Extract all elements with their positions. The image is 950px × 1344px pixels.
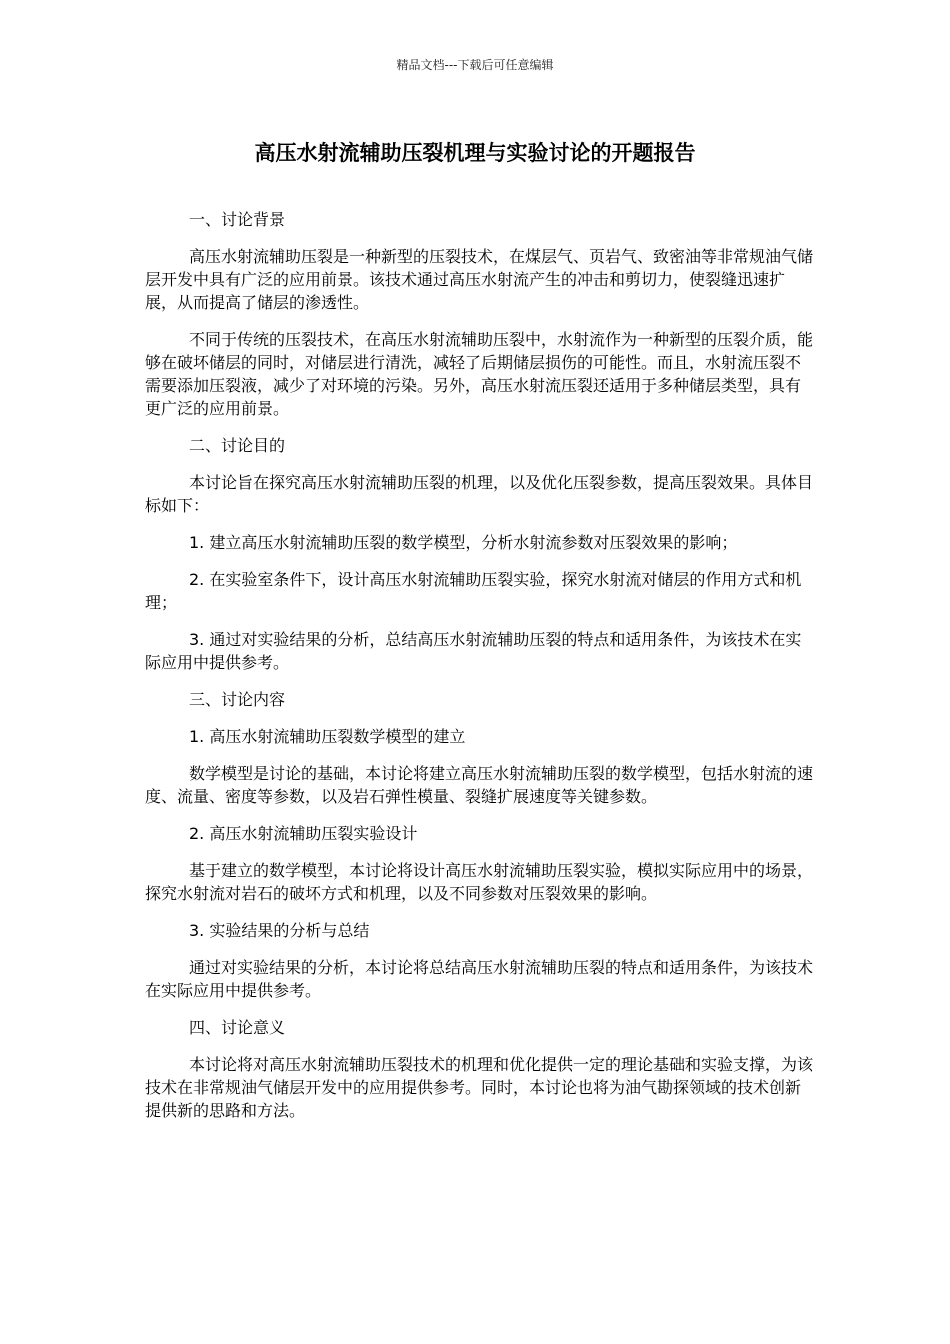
section-heading-significance: 四、讨论意义 [189,1018,286,1037]
section-heading-background: 一、讨论背景 [189,210,286,229]
document-body [145,208,815,1136]
paragraph: 本讨论将对高压水射流辅助压裂技术的机理和优化提供一定的理论基础和实验支撑，为该技术在非常规油气储层开发中的应用提供参考。同时，本讨论也将为油气勘探领域的技术创新提供新的思路和方法。 [145,1055,814,1120]
section-heading-content: 三、讨论内容 [189,690,286,709]
list-item: 2. 在实验室条件下，设计高压水射流辅助压裂实验，探究水射流对储层的作用方式和机理； [145,570,802,612]
list-item: 1. 建立高压水射流辅助压裂的数学模型，分析水射流参数对压裂效果的影响； [189,533,738,552]
paragraph: 本讨论旨在探究高压水射流辅助压裂的机理，以及优化压裂参数，提高压裂效果。具体目标如下： [145,473,814,515]
header-note: 精品文档---下载后可任意编辑 [396,58,554,72]
list-item: 3. 通过对实验结果的分析，总结高压水射流辅助压裂的特点和适用条件，为该技术在实际应用中提供参考。 [145,630,802,672]
paragraph: 不同于传统的压裂技术，在高压水射流辅助压裂中，水射流作为一种新型的压裂介质，能够在破坏储层的同时，对储层进行清洗，减轻了后期储层损伤的可能性。而且，水射流压裂不需要添加压裂液，减少了对环境的污染。另外，高压水射流压裂还适用于多种储层类型，具有更广泛的应用前景。 [145,330,814,418]
paragraph: 数学模型是讨论的基础，本讨论将建立高压水射流辅助压裂的数学模型，包括水射流的速度、流量、密度等参数，以及岩石弹性模量、裂缝扩展速度等关键参数。 [145,764,814,806]
subsection-heading: 1. 高压水射流辅助压裂数学模型的建立 [189,727,466,746]
subsection-heading: 2. 高压水射流辅助压裂实验设计 [189,824,418,843]
paragraph: 通过对实验结果的分析，本讨论将总结高压水射流辅助压裂的特点和适用条件，为该技术在实际应用中提供参考。 [145,958,814,1000]
document-title: 高压水射流辅助压裂机理与实验讨论的开题报告 [254,141,696,165]
paragraph: 基于建立的数学模型，本讨论将设计高压水射流辅助压裂实验，模拟实际应用中的场景，探究水射流对岩石的破坏方式和机理，以及不同参数对压裂效果的影响。 [145,861,814,903]
subsection-heading: 3. 实验结果的分析与总结 [189,921,370,940]
paragraph: 高压水射流辅助压裂是一种新型的压裂技术，在煤层气、页岩气、致密油等非常规油气储层开发中具有广泛的应用前景。该技术通过高压水射流产生的冲击和剪切力，使裂缝迅速扩展，从而提高了储层的渗透性。 [145,247,814,312]
section-heading-purpose: 二、讨论目的 [189,436,286,455]
